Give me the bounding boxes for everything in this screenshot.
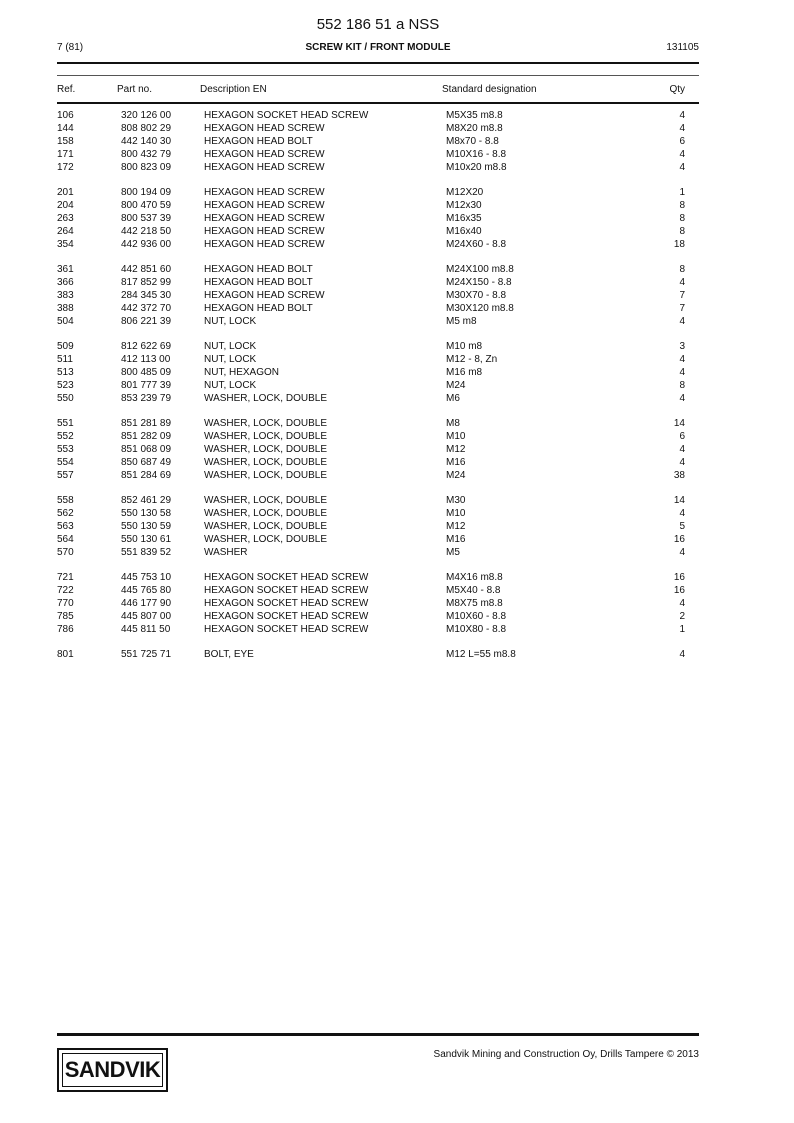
cell-qty: 5 [679,520,685,532]
cell-part-no: 284 345 30 [121,289,172,301]
cell-standard: M24 [446,379,466,391]
cell-standard: M10X80 - 8.8 [446,623,507,635]
cell-standard: M5X40 - 8.8 [446,584,501,596]
cell-ref: 570 [57,546,74,558]
cell-qty: 8 [679,199,685,211]
column-header-standard: Standard designation [442,84,537,95]
cell-description: HEXAGON HEAD SCREW [204,212,325,224]
table-row [0,213,794,226]
cell-description: WASHER, LOCK, DOUBLE [204,495,327,506]
cell-part-no: 800 194 09 [121,187,172,198]
cell-standard: M8x70 - 8.8 [446,135,499,147]
cell-part-no: 808 802 29 [121,122,172,134]
cell-ref: 513 [57,366,74,378]
cell-standard: M10X60 - 8.8 [446,610,507,622]
cell-part-no: 800 537 39 [121,212,172,224]
table-row [0,110,794,123]
cell-part-no: 800 470 59 [121,199,172,211]
cell-standard: M16x40 [446,225,482,237]
cell-ref: 158 [57,135,74,147]
cell-part-no: 442 218 50 [121,225,172,237]
cell-qty: 14 [673,495,685,506]
table-row [0,418,794,431]
cell-qty: 4 [679,443,685,455]
cell-ref: 722 [57,584,74,596]
table-row [0,444,794,457]
cell-ref: 504 [57,315,74,327]
cell-standard: M24X150 - 8.8 [446,276,512,288]
table-row [0,457,794,470]
header-rule-top [57,62,699,64]
cell-qty: 14 [673,418,685,429]
cell-ref: 801 [57,649,74,660]
table-row [0,649,794,662]
cell-part-no: 445 765 80 [121,584,172,596]
cell-part-no: 852 461 29 [121,495,172,506]
table-row [0,521,794,534]
table-row [0,123,794,136]
table-row [0,611,794,624]
table-row [0,508,794,521]
cell-description: HEXAGON HEAD SCREW [204,199,325,211]
cell-part-no: 445 807 00 [121,610,172,622]
cell-description: HEXAGON SOCKET HEAD SCREW [204,610,369,622]
cell-ref: 263 [57,212,74,224]
cell-qty: 6 [679,430,685,442]
cell-part-no: 801 777 39 [121,379,172,391]
cell-part-no: 442 372 70 [121,302,172,314]
table-row-group [0,110,794,187]
cell-qty: 2 [679,610,685,622]
cell-ref: 550 [57,392,74,404]
page-number: 7 (81) [57,42,84,53]
cell-ref: 562 [57,507,74,519]
page-title: SCREW KIT / FRONT MODULE [305,42,451,53]
cell-qty: 8 [679,225,685,237]
cell-ref: 558 [57,495,74,506]
cell-qty: 4 [679,315,685,327]
table-row [0,367,794,380]
table-row [0,585,794,598]
cell-part-no: 851 284 69 [121,469,172,481]
cell-part-no: 446 177 90 [121,597,172,609]
cell-description: HEXAGON HEAD SCREW [204,187,325,198]
cell-description: BOLT, EYE [204,649,254,660]
cell-description: HEXAGON HEAD SCREW [204,238,325,250]
cell-ref: 106 [57,110,74,121]
cell-part-no: 800 432 79 [121,148,172,160]
column-header-part-no: Part no. [117,84,153,95]
cell-part-no: 853 239 79 [121,392,172,404]
cell-standard: M5X35 m8.8 [446,110,503,121]
cell-ref: 383 [57,289,74,301]
cell-ref: 551 [57,418,74,429]
cell-standard: M5 m8 [446,315,477,327]
cell-qty: 7 [679,289,685,301]
table-row-group [0,418,794,495]
cell-standard: M30X70 - 8.8 [446,289,507,301]
cell-description: NUT, HEXAGON [204,366,280,378]
header-rule-bottom [57,102,699,104]
table-row [0,187,794,200]
cell-qty: 4 [679,110,685,121]
cell-qty: 8 [679,264,685,275]
footer-rule [57,1033,699,1036]
cell-part-no: 800 485 09 [121,366,172,378]
cell-ref: 204 [57,199,74,211]
cell-qty: 4 [679,546,685,558]
cell-ref: 361 [57,264,74,275]
cell-qty: 1 [679,187,685,198]
cell-description: HEXAGON HEAD SCREW [204,122,325,134]
table-row [0,393,794,406]
table-header [0,84,794,96]
cell-part-no: 550 130 61 [121,533,172,545]
cell-description: HEXAGON HEAD SCREW [204,289,325,301]
cell-qty: 4 [679,649,685,660]
cell-qty: 16 [673,584,685,596]
cell-qty: 4 [679,148,685,160]
table-row [0,470,794,483]
cell-part-no: 442 936 00 [121,238,172,250]
column-header-description: Description EN [200,84,267,95]
column-header-ref: Ref. [57,84,76,95]
cell-part-no: 850 687 49 [121,456,172,468]
cell-ref: 144 [57,122,74,134]
cell-ref: 366 [57,276,74,288]
cell-standard: M10 m8 [446,341,483,352]
table-row [0,149,794,162]
cell-ref: 553 [57,443,74,455]
cell-qty: 38 [673,469,685,481]
cell-standard: M8 [446,418,460,429]
parts-table-body [0,110,794,726]
cell-ref: 171 [57,148,74,160]
cell-part-no: 442 851 60 [121,264,172,275]
table-row [0,598,794,611]
table-row-group [0,572,794,649]
cell-qty: 8 [679,212,685,224]
table-row [0,341,794,354]
cell-ref: 563 [57,520,74,532]
cell-description: HEXAGON SOCKET HEAD SCREW [204,110,369,121]
cell-standard: M16 [446,533,466,545]
table-row [0,290,794,303]
cell-part-no: 445 753 10 [121,572,172,583]
cell-description: NUT, LOCK [204,353,257,365]
cell-description: WASHER, LOCK, DOUBLE [204,469,327,481]
table-row [0,624,794,637]
cell-part-no: 550 130 59 [121,520,172,532]
cell-qty: 4 [679,366,685,378]
cell-standard: M10x20 m8.8 [446,161,507,173]
cell-ref: 388 [57,302,74,314]
table-row-group [0,649,794,726]
sandvik-logo-text: SANDVIK [62,1053,163,1087]
cell-part-no: 812 622 69 [121,341,172,352]
table-row [0,264,794,277]
cell-part-no: 851 068 09 [121,443,172,455]
cell-standard: M12X20 [446,187,484,198]
cell-ref: 557 [57,469,74,481]
table-row [0,239,794,252]
cell-description: NUT, LOCK [204,315,257,327]
cell-description: WASHER, LOCK, DOUBLE [204,418,327,429]
table-row [0,354,794,367]
cell-description: WASHER, LOCK, DOUBLE [204,520,327,532]
cell-part-no: 800 823 09 [121,161,172,173]
cell-ref: 172 [57,161,74,173]
cell-description: HEXAGON HEAD BOLT [204,135,313,147]
cell-part-no: 806 221 39 [121,315,172,327]
cell-qty: 18 [673,238,685,250]
table-row [0,316,794,329]
cell-description: WASHER, LOCK, DOUBLE [204,443,327,455]
table-row [0,226,794,239]
table-row-group [0,495,794,572]
table-row [0,200,794,213]
cell-standard: M24 [446,469,466,481]
cell-qty: 4 [679,456,685,468]
cell-ref: 770 [57,597,74,609]
table-row [0,431,794,444]
cell-standard: M12x30 [446,199,482,211]
cell-standard: M12 [446,443,466,455]
cell-description: HEXAGON HEAD SCREW [204,225,325,237]
cell-qty: 1 [679,623,685,635]
table-row [0,136,794,149]
cell-part-no: 851 282 09 [121,430,172,442]
cell-description: HEXAGON HEAD BOLT [204,264,313,275]
cell-ref: 721 [57,572,74,583]
cell-ref: 509 [57,341,74,352]
header-rule-thin [57,75,699,76]
cell-standard: M16 m8 [446,366,483,378]
cell-ref: 354 [57,238,74,250]
cell-qty: 4 [679,392,685,404]
cell-part-no: 851 281 89 [121,418,172,429]
cell-ref: 201 [57,187,74,198]
cell-standard: M24X60 - 8.8 [446,238,507,250]
table-row [0,162,794,175]
cell-description: HEXAGON SOCKET HEAD SCREW [204,584,369,596]
cell-ref: 511 [57,353,73,365]
cell-description: HEXAGON SOCKET HEAD SCREW [204,572,369,583]
cell-standard: M16 [446,456,466,468]
cell-standard: M12 - 8, Zn [446,353,498,365]
cell-qty: 8 [679,379,685,391]
cell-description: WASHER, LOCK, DOUBLE [204,430,327,442]
cell-ref: 786 [57,623,74,635]
cell-standard: M4X16 m8.8 [446,572,503,583]
cell-description: WASHER [204,546,248,558]
cell-part-no: 550 130 58 [121,507,172,519]
cell-qty: 3 [679,341,685,352]
cell-standard: M5 [446,546,460,558]
cell-standard: M16x35 [446,212,482,224]
cell-description: HEXAGON HEAD BOLT [204,302,313,314]
cell-qty: 16 [673,572,685,583]
cell-standard: M12 L=55 m8.8 [446,649,516,660]
cell-part-no: 442 140 30 [121,135,172,147]
cell-ref: 523 [57,379,74,391]
table-row-group [0,341,794,418]
cell-standard: M30X120 m8.8 [446,302,514,314]
document-number: 552 186 51 a NSS [316,16,440,33]
cell-qty: 4 [679,122,685,134]
cell-standard: M10 [446,430,466,442]
cell-qty: 4 [679,507,685,519]
cell-part-no: 817 852 99 [121,276,172,288]
cell-standard: M12 [446,520,466,532]
cell-description: HEXAGON SOCKET HEAD SCREW [204,597,369,609]
cell-part-no: 320 126 00 [121,110,172,121]
cell-part-no: 412 113 00 [121,353,171,365]
table-row [0,495,794,508]
cell-description: HEXAGON SOCKET HEAD SCREW [204,623,369,635]
cell-ref: 785 [57,610,74,622]
cell-part-no: 445 811 50 [121,623,171,635]
table-row-group [0,264,794,341]
cell-description: WASHER, LOCK, DOUBLE [204,533,327,545]
cell-standard: M10X16 - 8.8 [446,148,507,160]
cell-qty: 6 [679,135,685,147]
table-row-group [0,187,794,264]
cell-qty: 4 [679,353,685,365]
table-row [0,277,794,290]
cell-standard: M8X20 m8.8 [446,122,503,134]
cell-ref: 554 [57,456,74,468]
cell-standard: M10 [446,507,466,519]
cell-qty: 16 [673,533,685,545]
cell-description: NUT, LOCK [204,379,257,391]
cell-description: WASHER, LOCK, DOUBLE [204,507,327,519]
table-row [0,303,794,316]
cell-qty: 7 [679,302,685,314]
cell-ref: 552 [57,430,74,442]
table-row [0,572,794,585]
cell-part-no: 551 725 71 [121,649,172,660]
cell-description: HEXAGON HEAD BOLT [204,276,313,288]
cell-standard: M6 [446,392,460,404]
cell-qty: 4 [679,597,685,609]
table-row [0,534,794,547]
cell-description: WASHER, LOCK, DOUBLE [204,456,327,468]
cell-qty: 4 [679,161,685,173]
cell-description: NUT, LOCK [204,341,257,352]
cell-ref: 564 [57,533,74,545]
cell-part-no: 551 839 52 [121,546,172,558]
cell-standard: M8X75 m8.8 [446,597,503,609]
cell-ref: 264 [57,225,74,237]
table-row [0,547,794,560]
table-row [0,380,794,393]
copyright-notice: Sandvik Mining and Construction Oy, Drills Tampere © 2013 [433,1049,699,1060]
document-date: 131105 [666,42,699,53]
cell-description: HEXAGON HEAD SCREW [204,161,325,173]
cell-description: HEXAGON HEAD SCREW [204,148,325,160]
column-header-qty: Qty [669,84,685,95]
sandvik-logo [57,1048,168,1092]
cell-standard: M24X100 m8.8 [446,264,514,275]
cell-qty: 4 [679,276,685,288]
cell-standard: M30 [446,495,466,506]
cell-description: WASHER, LOCK, DOUBLE [204,392,327,404]
